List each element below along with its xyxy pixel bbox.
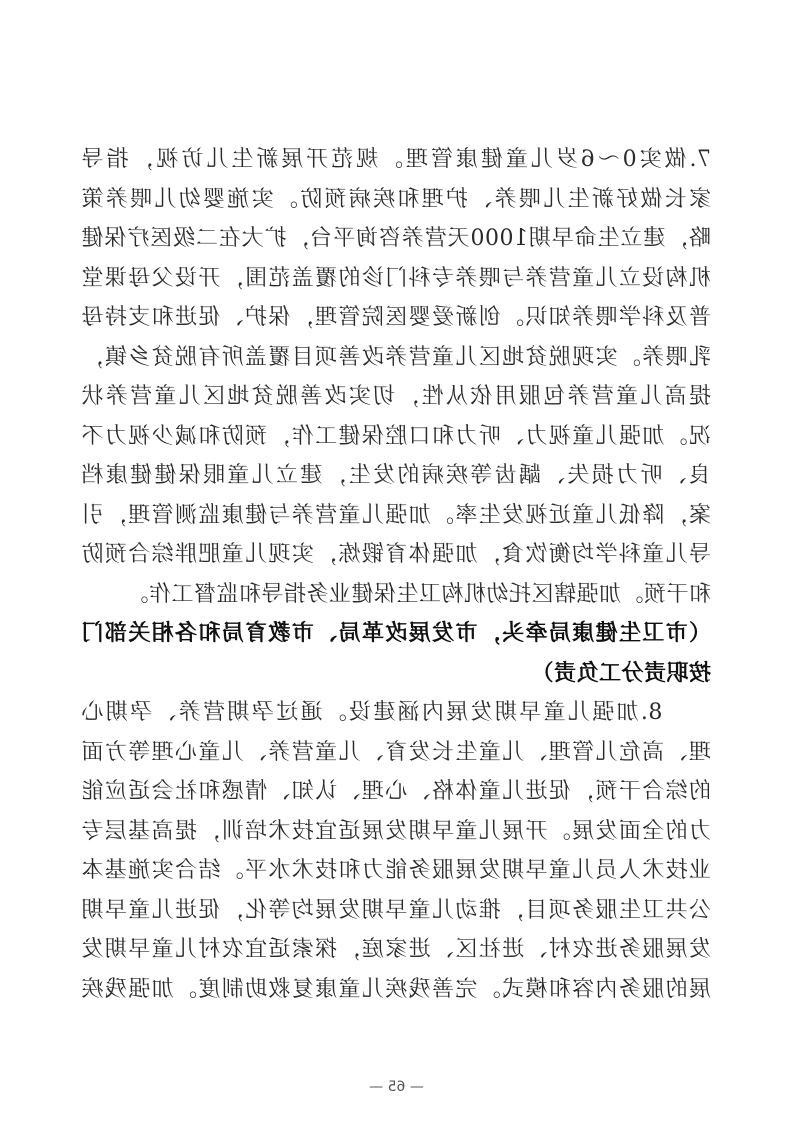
text-line: 发展服务进农村、进社区、进家庭，探索适宜农村儿童早期发 bbox=[81, 937, 711, 962]
text-line: 业技术人员儿童早期发展服务能力和技术水平。结合实施基本 bbox=[81, 858, 711, 883]
text-line: 8.加强儿童早期发展内涵建设。通过孕期营养、孕期心 bbox=[81, 700, 711, 725]
text-line: 家长做好新生儿喂养、护理和疾病预防。实施婴幼儿喂养策 bbox=[81, 186, 711, 212]
text-line: 7.做实0～6岁儿童健康管理。规范开展新生儿访视，指导 bbox=[81, 147, 711, 172]
text-line: 和干预。加强辖区托幼机构卫生保健业务指导和监督工作。 bbox=[125, 581, 711, 607]
text-line: 普及科学喂养知识。创新爱婴医院管理，保护、促进和支持母 bbox=[81, 305, 711, 330]
text-line: 况。加强儿童视力、听力和口腔保健工作，预防和减少视力不 bbox=[81, 423, 711, 449]
text-line: 机构设立儿童营养与喂养专科门诊的覆盖范围，开设父母课堂 bbox=[81, 265, 711, 291]
text-line: 提高儿童营养包服用依从性，切实改善脱贫地区儿童营养状 bbox=[81, 384, 711, 409]
text-line: （市卫生健康局牵头，市发展改革局、市教育局和各相关部门 bbox=[81, 621, 711, 646]
text-line: 导儿童科学均衡饮食，加强体育锻炼，实现儿童肥胖综合预防 bbox=[81, 542, 711, 567]
text-line: 理、高危儿管理、儿童生长发育、儿童营养、儿童心理等方面 bbox=[81, 739, 711, 765]
text-line: 的综合干预，促进儿童体格、心理、认知、情感和社会适应能 bbox=[81, 779, 711, 804]
text-line: 公共卫生服务项目，推动儿童早期发展均等化，促进儿童早期 bbox=[81, 897, 711, 923]
text-line: 展的服务内容和模式。完善残疾儿童康复救助制度。加强残疾 bbox=[81, 976, 711, 1002]
text-line: 略，建立生命早期1000天营养咨询平台，扩大在二级医疗保健 bbox=[81, 226, 711, 251]
text-line: 乳喂养。实现脱贫地区儿童营养改善项目覆盖所有脱贫乡镇， bbox=[81, 344, 711, 370]
body-text bbox=[81, 140, 711, 1009]
text-line: 按职责分工负责） bbox=[530, 660, 711, 686]
text-line: 良、听力损失、龋齿等疾病的发生，建立儿童眼保健健康档 bbox=[81, 463, 711, 488]
page-number: — 65 — bbox=[369, 1079, 424, 1095]
text-line: 力的全面发展。开展儿童早期发展适宜技术培训，提高基层专 bbox=[81, 818, 711, 844]
text-line: 案，降低儿童近视发生率。加强儿童营养与健康监测管理，引 bbox=[81, 502, 711, 528]
